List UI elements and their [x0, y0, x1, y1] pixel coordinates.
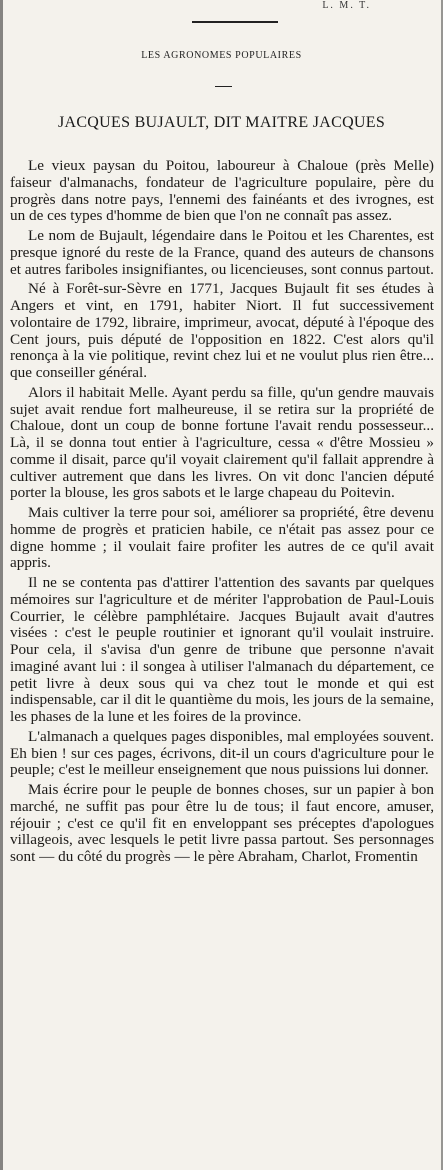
article-title: JACQUES BUJAULT, DIT MAITRE JACQUES	[57, 114, 386, 131]
paragraph: Mais écrire pour le peuple de bonnes choses, sur un papier à bon marché, ne suffit pas pour être lu de tous; il faut encore, amuser, réjouir ; c'est ce qu'il fit en enveloppant ses préceptes d'apologues villageois, avec lesquels le petit livre passa partout. Ses personnages sont — du côté du progrès — le père Abraham, Charlot, Fromentin	[10, 781, 434, 865]
article-body	[10, 158, 434, 869]
top-rule	[192, 21, 278, 23]
page-left-edge	[0, 0, 3, 1170]
paragraph: Le vieux paysan du Poitou, laboureur à Chaloue (près Melle) faiseur d'almanachs, fondateur de l'agriculture populaire, père du progrès dans notre pays, l'ennemi des fainéants et des ivrognes, est un de ces types d'homme de bien que l'on ne connaît pas assez.	[10, 157, 434, 225]
paragraph: L'almanach a quelques pages disponibles, mal employées souvent. Eh bien ! sur ces pages, écrivons, dit-il un cours d'agriculture pour le peuple; c'est le meilleur enseignement que nous puissions lui donner.	[10, 727, 434, 779]
running-head: L. M. T.	[322, 0, 371, 11]
title-separator	[215, 86, 232, 87]
paragraph: Le nom de Bujault, légendaire dans le Poitou et les Charentes, est presque ignoré du reste de la France, quand des auteurs de chansons et autres fariboles insignifiantes, ou licencieuses, sont connus partout.	[10, 227, 434, 278]
paragraph: Mais cultiver la terre pour soi, améliorer sa propriété, être devenu homme de progrès et praticien habile, ce n'était pas assez pour ce digne homme ; il voulait faire profiter les autres de ce qu'il avait appris.	[10, 504, 434, 572]
paragraph: Alors il habitait Melle. Ayant perdu sa fille, qu'un gendre mauvais sujet avait rendue fort malheureuse, il se retira sur la propriété de Chaloue, dont un coup de bonne fortune l'avait rendu possesseur... Là, il se donna tout entier à l'agriculture, cessa « d'être Mossieu » comme il disait, parce qu'il voyait clairement qu'il fallait apprendre à cultiver autrement que dans les livres. On vit donc l'ancien député porter la blouse, les gros sabots et le large chapeau du Poitevin.	[10, 383, 434, 502]
section-title: LES AGRONOMES POPULAIRES	[141, 50, 302, 61]
paragraph: Né à Forêt-sur-Sèvre en 1771, Jacques Bujault fit ses études à Angers et vint, en 1791, habiter Niort. Il fut successivement volontaire de 1792, libraire, imprimeur, avocat, député à l'époque des Cent jours, puis député de l'opposition en 1822. C'est alors qu'il renonça à la vie politique, revint chez lui et ne voulut plus rien être... que conseiller général.	[10, 280, 434, 381]
paragraph: Il ne se contenta pas d'attirer l'attention des savants par quelques mémoires sur l'agriculture et de mériter l'approbation de Paul-Louis Courrier, le célèbre pamphlétaire. Jacques Bujault avait d'autres visées : c'est le peuple routinier et ignorant qu'il voulait instruire. Pour cela, il s'avisa d'un genre de tribune que personne n'avait imaginé avant lui : il songea à utiliser l'almanach du département, ce petit livre à deux sous qui va chez tout le monde et qui est indispensable, car il dit le quantième du mois, les jours de la semaine, les phases de la lune et les foires de la province.	[10, 574, 434, 725]
